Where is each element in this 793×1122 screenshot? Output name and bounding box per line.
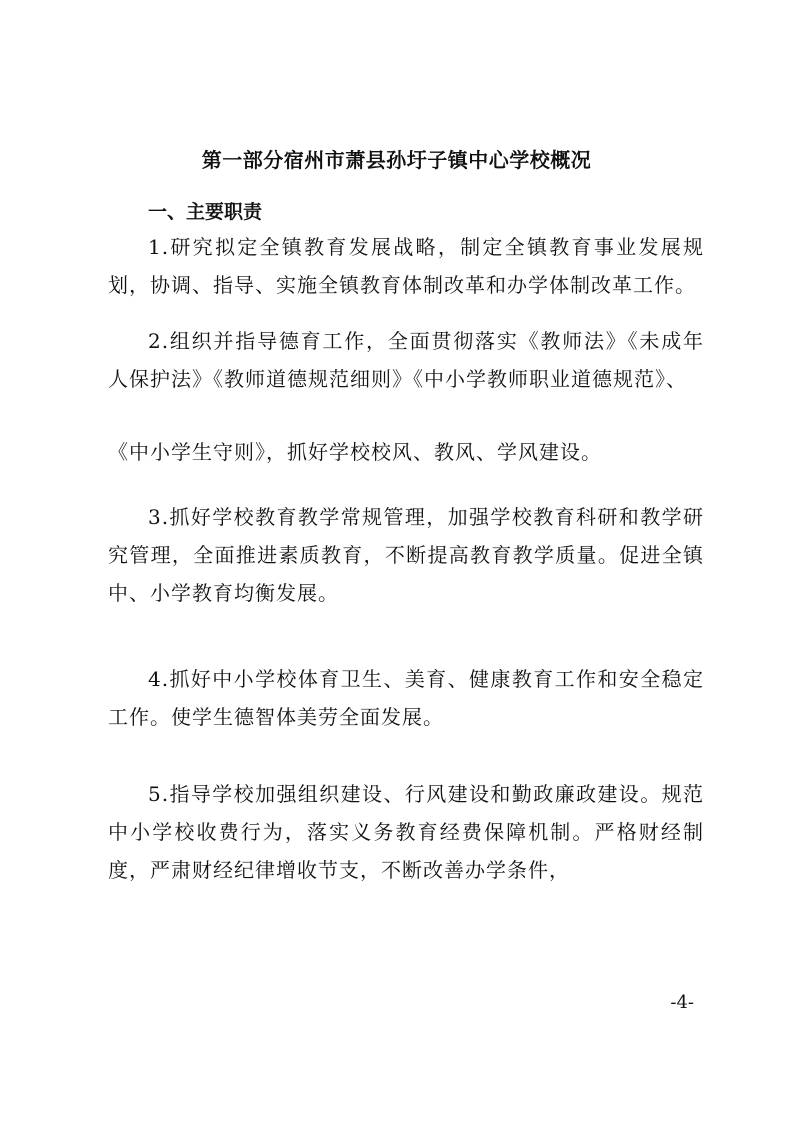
- paragraph-duty-1: 1.研究拟定全镇教育发展战略，制定全镇教育事业发展规划，协调、指导、实施全镇教育体制改革和办学体制改革工作。: [108, 235, 704, 297]
- paragraph-duty-4: 4.抓好中小学校体育卫生、美育、健康教育工作和安全稳定工作。使学生德智体美劳全面发展。: [108, 667, 704, 729]
- page-title: 第一部分宿州市萧县孙圩子镇中心学校概况: [201, 148, 592, 172]
- paragraph-duty-5: 5.指导学校加强组织建设、行风建设和勤政廉政建设。规范中小学校收费行为，落实义务教育经费保障机制。严格财经制度，严肃财经纪律增收节支，不断改善办学条件，: [108, 782, 704, 882]
- section-heading: 一、主要职责: [148, 201, 263, 223]
- paragraph-duty-2: 2.组织并指导德育工作，全面贯彻落实《教师法》《未成年人保护法》《教师道德规范细则》《中小学教师职业道德规范》、: [108, 329, 704, 391]
- page-number: -4-: [670, 992, 694, 1013]
- paragraph-duty-2-continued: 《中小学生守则》，抓好学校校风、教风、学风建设。: [108, 440, 602, 464]
- paragraph-duty-3: 3.抓好学校教育教学常规管理，加强学校教育科研和教学研究管理，全面推进素质教育，不断提高教育教学质量。促进全镇中、小学教育均衡发展。: [108, 505, 704, 605]
